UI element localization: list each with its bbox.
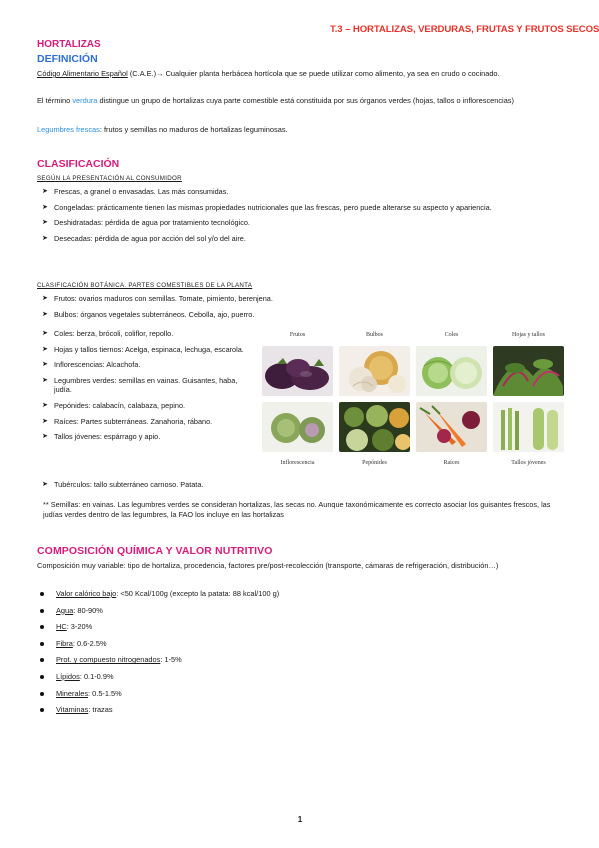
caption-raices: Raíces xyxy=(443,460,460,466)
composicion-intro: Composición muy variable: tipo de hortaliza, procedencia, factores pre/post-recolección (transporte, cámaras de refrigeración, distribución…) xyxy=(37,561,499,570)
arrow-bullet-icon: ➤ xyxy=(42,330,48,337)
arrow-bullet-icon: ➤ xyxy=(42,433,48,441)
nutrient-item: Vitaminas: trazas xyxy=(36,705,556,722)
heading-definicion: DEFINICIÓN xyxy=(37,53,98,65)
arrow-bullet-icon: ➤ xyxy=(42,295,48,302)
legumbres-definition: : frutos y semillas no maduros de hortalizas leguminosas. xyxy=(99,125,288,134)
arrow-bullet-icon: ➤ xyxy=(42,234,48,242)
botanica-list-last xyxy=(40,480,440,490)
list-item: ➤ Bulbos: órganos vegetales subterráneos. Cebolla, ajo, puerro. xyxy=(42,309,255,319)
arrow-bullet-icon: ➤ xyxy=(42,401,48,409)
legumbres-term: Legumbres frescas xyxy=(37,125,100,134)
nutrient-item: HC: 3-20% xyxy=(36,622,556,639)
eggplant-image xyxy=(262,346,333,396)
list-item: ➤ Tubérculos: tallo subterráneo carnoso. Patata. xyxy=(42,480,204,489)
list-item: ➤ Pepónides: calabacín, calabaza, pepino. xyxy=(42,400,186,410)
definition-paragraph-verdura xyxy=(37,96,557,106)
caption-bulbos: Bulbos xyxy=(365,332,383,338)
presentacion-list xyxy=(40,187,560,243)
bullet-dot-icon xyxy=(40,609,44,613)
caption-coles: Coles xyxy=(444,332,459,338)
subheading-botanica: CLASIFICACIÓN BOTÁNICA. PARTES COMESTIBLES DE LA PLANTA xyxy=(37,282,253,289)
list-item: ➤ Legumbres verdes: semillas en vainas. Guisantes, haba, judía. xyxy=(42,375,238,395)
list-item: ➤ Frescas, a granel o envasadas. Las más consumidas. xyxy=(42,187,229,196)
nutrient-item: Valor calórico bajo: <50 Kcal/100g (excepto la patata: 88 kcal/100 g) xyxy=(36,589,556,606)
bullet-dot-icon xyxy=(40,642,44,646)
arrow-bullet-icon: ➤ xyxy=(42,361,48,369)
bullet-dot-icon xyxy=(40,592,44,596)
arrow-bullet-icon: ➤ xyxy=(42,188,48,195)
list-item: ➤ Inflorescencias: Alcachofa. xyxy=(42,360,141,370)
cae-definition: (C.A.E.)→ Cualquier planta herbácea hortícola que se puede utilizar como alimento, ya sea en crudo o cocinado. xyxy=(127,69,500,78)
document-title: T.3 – HORTALIZAS, VERDURAS, FRUTAS Y FRUTOS SECOS xyxy=(330,24,599,35)
cabbage-image xyxy=(416,346,487,396)
asparagus-image xyxy=(493,402,564,452)
verdura-term: verdura xyxy=(72,96,98,105)
list-item: ➤ Coles: berza, brócoli, coliflor, repollo. xyxy=(42,329,174,338)
roots-image xyxy=(416,402,487,452)
list-item: ➤ Hojas y tallos tiernos: Acelga, espinaca, lechuga, escarola. xyxy=(42,344,244,354)
squash-image xyxy=(339,402,410,452)
nutrient-list xyxy=(36,589,556,722)
bulbs-image xyxy=(339,346,410,396)
bullet-dot-icon xyxy=(40,625,44,629)
caption-peponides: Pepónides xyxy=(362,460,387,466)
nutrient-item: Agua: 80-90% xyxy=(36,606,556,623)
list-item: ➤ Frutos: ovarios maduros con semillas. Tomate, pimiento, berenjena. xyxy=(42,294,273,303)
leaves-image xyxy=(493,346,564,396)
arrow-bullet-icon: ➤ xyxy=(42,417,48,425)
vegetable-image-grid xyxy=(262,332,564,472)
artichoke-image xyxy=(262,402,333,452)
caption-frutos: Frutos xyxy=(289,332,306,338)
arrow-bullet-icon: ➤ xyxy=(42,203,48,211)
definition-paragraph-legumbres xyxy=(37,125,557,135)
arrow-bullet-icon: ➤ xyxy=(42,219,48,227)
nutrient-item: Minerales: 0.5-1.5% xyxy=(36,689,556,706)
page-number: 1 xyxy=(297,815,303,824)
verdura-definition: distingue un grupo de hortalizas cuya parte comestible está constituida por sus órganos verdes (hojas, tallos o inflorescencias) xyxy=(97,96,514,105)
bullet-dot-icon xyxy=(40,658,44,662)
botanica-list-top xyxy=(40,294,340,319)
note-semillas: ** Semillas: en vainas. Las legumbres verdes se consideran hortalizas, las secas no. Aunque taxonómicamente es correcto asociar los guisantes frescos, las judías verdes dentro de las legumbres, la FAO los incluye en las hortalizas xyxy=(43,500,551,520)
bullet-dot-icon xyxy=(40,708,44,712)
caption-inflorescencia: Inflorescencia xyxy=(280,460,315,466)
arrow-bullet-icon: ➤ xyxy=(42,310,48,318)
heading-composicion: COMPOSICIÓN QUÍMICA Y VALOR NUTRITIVO xyxy=(37,545,273,557)
bullet-dot-icon xyxy=(40,692,44,696)
subheading-presentacion: SEGÚN LA PRESENTACIÓN AL CONSUMIDOR xyxy=(37,175,182,182)
nutrient-item: Fibra: 0.6-2.5% xyxy=(36,639,556,656)
list-item: ➤ Tallos jóvenes: espárrago y apio. xyxy=(42,432,161,442)
arrow-bullet-icon: ➤ xyxy=(42,481,48,488)
list-item: ➤ Congeladas: prácticamente tienen las mismas propiedades nutricionales que las frescas, pero puede alterarse su aspecto y apariencia. xyxy=(42,202,492,212)
section-heading-hortalizas: HORTALIZAS xyxy=(37,39,101,50)
arrow-bullet-icon: ➤ xyxy=(42,376,48,384)
botanica-list xyxy=(40,329,245,448)
nutrient-item: Lípidos: 0.1-0.9% xyxy=(36,672,556,689)
heading-clasificacion: CLASIFICACIÓN xyxy=(37,158,120,170)
cae-term: Código Alimentario Español xyxy=(37,69,128,78)
caption-hojas-y-tallos: Hojas y tallos xyxy=(512,332,545,338)
definition-paragraph-cae xyxy=(37,69,557,79)
arrow-bullet-icon: ➤ xyxy=(42,345,48,353)
nutrient-item: Prot. y compuesto nitrogenados: 1-5% xyxy=(36,655,556,672)
bullet-dot-icon xyxy=(40,675,44,679)
verdura-prefix: El término xyxy=(37,96,73,105)
list-item: ➤ Deshidratadas: pérdida de agua por tratamiento tecnológico. xyxy=(42,218,250,228)
list-item: ➤ Desecadas: pérdida de agua por acción del sol y/o del aire. xyxy=(42,233,246,243)
caption-tallos-jovenes: Tallos jóvenes xyxy=(511,460,546,466)
list-item: ➤ Raíces: Partes subterráneas. Zanahoria, rábano. xyxy=(42,416,213,426)
